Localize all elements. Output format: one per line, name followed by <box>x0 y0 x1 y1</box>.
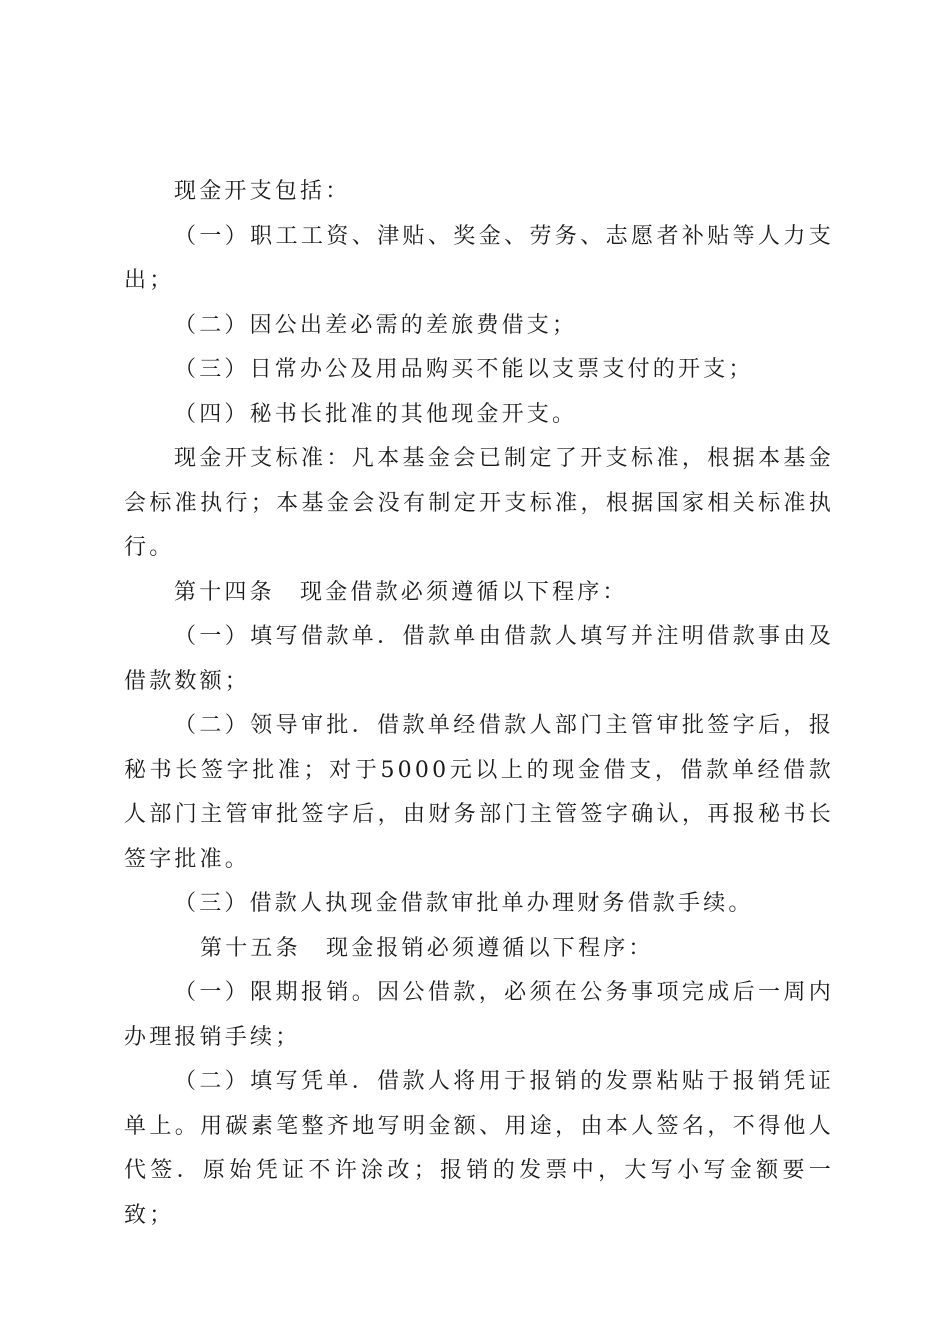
paragraph-14-item-2: （二）领导审批．借款单经借款人部门主管审批签字后，报秘书长签字批准；对于5000元以上的现金借支，借款单经借款人部门主管审批签字后，由财务部门主管签字确认，再报秘书长签字批准。 <box>124 713 834 872</box>
paragraph-article-14: 第十四条 现金借款必须遵循以下程序： <box>174 579 628 605</box>
paragraph-item-4-other: （四）秘书长批准的其他现金开支。 <box>174 401 578 427</box>
paragraph-15-item-2: （二）填写凭单．借款人将用于报销的发票粘贴于报销凭证单上。用碳素笔整齐地写明金额、用途，由本人签名，不得他人代签．原始凭证不许涂改；报销的发票中，大写小写金额要一致； <box>124 1069 834 1228</box>
paragraph-15-item-1: （一）限期报销。因公借款，必须在公务事项完成后一周内办理报销手续； <box>124 980 834 1050</box>
paragraph-item-3-office: （三）日常办公及用品购买不能以支票支付的开支； <box>174 357 754 382</box>
paragraph-cash-expenditure-heading: 现金开支包括： <box>174 179 351 204</box>
paragraph-14-item-1: （一）填写借款单．借款单由借款人填写并注明借款事由及借款数额； <box>124 624 834 694</box>
document-body <box>124 170 834 1238</box>
paragraph-item-1-personnel: （一）职工工资、津贴、奖金、劳务、志愿者补贴等人力支出； <box>124 223 834 293</box>
paragraph-14-item-3: （三）借款人执现金借款审批单办理财务借款手续。 <box>174 891 754 916</box>
paragraph-item-2-travel: （二）因公出差必需的差旅费借支； <box>174 312 578 338</box>
paragraph-expenditure-standard: 现金开支标准：凡本基金会已制定了开支标准，根据本基金会标准执行；本基金会没有制定开支标准，根据国家相关标准执行。 <box>124 446 834 560</box>
paragraph-article-15: 第十五条 现金报销必须遵循以下程序： <box>200 935 654 961</box>
